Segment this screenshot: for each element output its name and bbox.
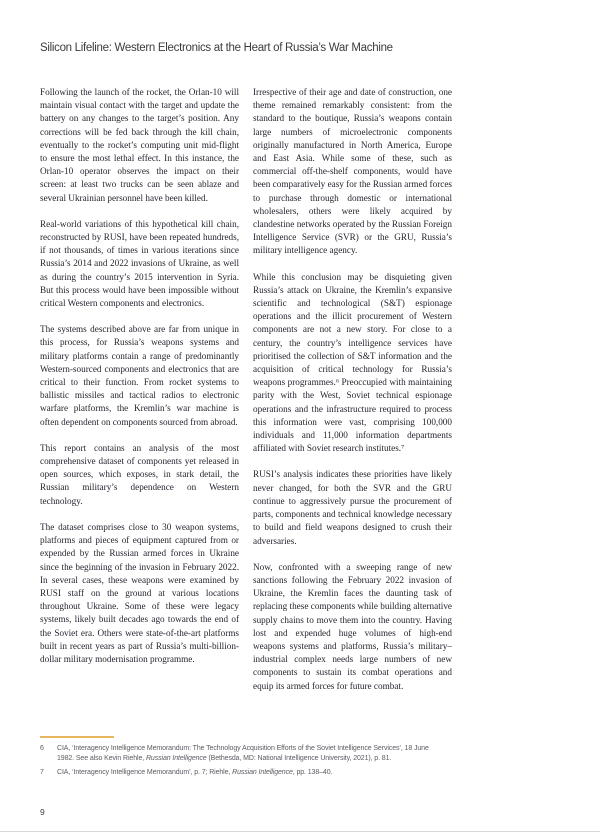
footnote: [40, 744, 442, 764]
footnote: [40, 768, 442, 778]
body-paragraph: RUSI’s analysis indicates these priorities have likely never changed, for both the SVR and the GRU continue to aggressively pursue the procurement of parts, components and technical knowledge necessary to build and field weapons designed to crush their adversaries.: [253, 469, 452, 546]
right-column: [253, 86, 452, 693]
page-number: 9: [40, 807, 45, 817]
footnote-number: 6: [40, 745, 44, 752]
body-paragraph: Irrespective of their age and date of construction, one theme remained remarkably consistent: from the standard to the boutique, Russia’s weapons contain large numbers of microelectronic components originally manufactured in North America, Europe and East Asia. While some of these, such as commercial off-the-shelf components, would have been comparatively easy for the Russian armed forces to purchase through domestic or international wholesalers, others were likely acquired by clandestine networks operated by the Russian Foreign Intelligence Service (SVR) or the GRU, Russia’s military intelligence agency.: [253, 87, 452, 256]
body-paragraph: The dataset comprises close to 30 weapon systems, platforms and pieces of equipment captured from or expended by the Russian armed forces in Ukraine since the beginning of the invasion in February 2022. In several cases, these weapons were examined by RUSI staff on the ground at various locations throughout Ukraine. Some of these were legacy systems, likely built decades ago towards the end of the Soviet era. Others were state-of-the-art platforms built in recent years as part of Russia’s multi-billion-dollar military modernisation programme.: [40, 521, 239, 664]
footnote-number: 7: [40, 768, 44, 776]
body-paragraph: Following the launch of the rocket, the Orlan-10 will maintain visual contact with the target and update the battery on any changes to the target’s position. Any corrections will be fed back through the kill chain, eventually to the rocket’s computing unit mid-flight to ensure the most lethal effect. In this instance, the Orlan-10 operator observes the impact on their screen: at least two trucks can be seen ablaze and several Ukrainian personnel have been killed.: [40, 87, 239, 203]
footnote-separator-rule: [40, 736, 114, 738]
page-bottom-edge: [0, 831, 600, 832]
body-paragraph: This report contains an analysis of the most comprehensive dataset of components yet released in open sources, which exposes, in stark detail, the Russian military’s dependence on Western technology.: [40, 442, 239, 506]
footnotes-section: [40, 744, 442, 781]
body-paragraph: Real-world variations of this hypothetical kill chain, reconstructed by RUSI, have been repeated hundreds, if not thousands, of times in various iterations since Russia’s 2014 and 2022 invasions of Ukraine, as well as during the country’s 2015 intervention in Syria. But this process would have been impossible without critical Western components and electronics.: [40, 218, 239, 309]
body-paragraph: Now, confronted with a sweeping range of new sanctions following the February 2022 invasion of Ukraine, the Kremlin faces the daunting task of replacing these components while building alternative supply chains to move them into the country. Having lost and expended huge volumes of high-end weapons systems and platforms, Russia’s military–industrial complex needs large numbers of new components to sustain its combat operations and equip its armed forces for future combat.: [253, 561, 452, 691]
footnote-text: CIA, ‘Interagency Intelligence Memorandum: The Technology Acquisition Efforts of the Soviet Intelligence Services’, 18 June 1982. See also Kevin Riehle, Russian Intelligence (Bethesda, MD: National Intelligence University, 2021), p. 81.: [57, 745, 429, 762]
page-header-title: Silicon Lifeline: Western Electronics at the Heart of Russia’s War Machine: [40, 42, 393, 54]
footnote-text: CIA, ‘Interagency Intelligence Memorandum’, p. 7; Riehle, Russian Intelligence, pp. 138–40.: [57, 768, 333, 776]
body-paragraph: While this conclusion may be disquieting given Russia’s attack on Ukraine, the Kremlin’s expansive scientific and technological (S&T) espionage operations and the illicit procurement of Western components are not a new story. For close to a century, the country’s intelligence services have prioritised the collection of S&T information and the acquisition of critical technology for Russia’s weapons programmes.⁶ Preoccupied with maintaining parity with the West, Soviet technical espionage operations and the infrastructure required to process this information were vast, comprising 100,000 individuals and 11,000 information departments affiliated with Soviet research institutes.⁷: [253, 271, 452, 454]
body-paragraph: The systems described above are far from unique in this process, for Russia’s weapons systems and military platforms contain a range of predominantly Western-sourced components and electronics that are critical to their function. From rocket systems to ballistic missiles and tactical radios to electronic warfare platforms, the Kremlin’s war machine is often dependent on components sourced from abroad.: [40, 324, 239, 427]
left-column: [40, 86, 239, 693]
body-columns: [40, 86, 452, 693]
